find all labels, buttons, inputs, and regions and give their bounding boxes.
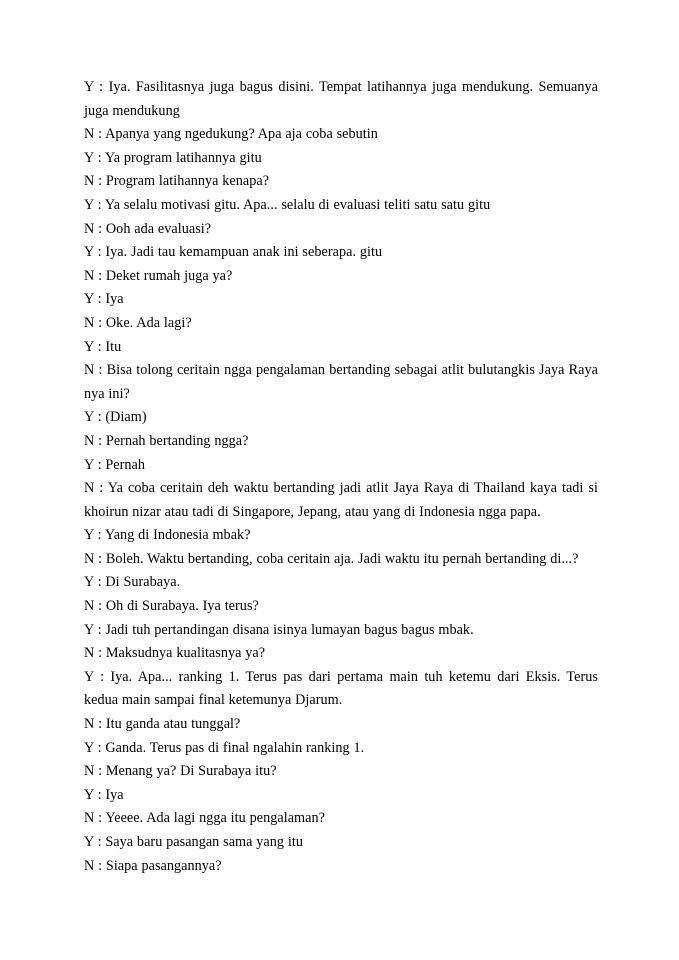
transcript-line: N : Deket rumah juga ya?: [84, 267, 233, 284]
transcript-line: Y : Ya program latihannya gitu: [84, 149, 262, 166]
transcript-line: Y : Iya. Apa... ranking 1. Terus pas dari pertama main tuh ketemu dari Eksis. Terus kedua main sampai final ketemunya Djarum.: [84, 668, 598, 709]
transcript-line: Y : Iya: [84, 291, 124, 308]
transcript-line: N : Boleh. Waktu bertanding, coba ceritain aja. Jadi waktu itu pernah bertanding di...?: [84, 550, 579, 567]
transcript-line: N : Yeeee. Ada lagi ngga itu pengalaman?: [84, 810, 325, 827]
transcript-line: Y : Iya. Fasilitasnya juga bagus disini. Tempat latihannya juga mendukung. Semuanya juga mendukung: [84, 79, 598, 119]
transcript-line: Y : Ganda. Terus pas di final ngalahin ranking 1.: [84, 739, 365, 756]
transcript-line: N : Apanya yang ngedukung? Apa aja coba sebutin: [84, 126, 378, 143]
transcript-line: Y : Ya selalu motivasi gitu. Apa... selalu di evaluasi teliti satu satu gitu: [84, 196, 491, 213]
transcript-line: Y : Itu: [84, 338, 122, 355]
transcript-line: N : Menang ya? Di Surabaya itu?: [84, 763, 277, 780]
transcript-line: Y : Iya: [84, 786, 124, 803]
transcript-line: Y : Saya baru pasangan sama yang itu: [84, 834, 303, 850]
transcript-line: N : Ooh ada evaluasi?: [84, 220, 212, 237]
transcript-line: Y : (Diam): [84, 409, 147, 426]
transcript-line: N : Oke. Ada lagi?: [84, 314, 192, 331]
transcript-line: Y : Di Surabaya.: [84, 574, 181, 591]
transcript-line: N : Maksudnya kualitasnya ya?: [84, 645, 266, 662]
transcript-line: Y : Pernah: [84, 456, 146, 473]
transcript-line: N : Siapa pasangannya?: [84, 857, 222, 874]
transcript-line: N : Oh di Surabaya. Iya terus?: [84, 598, 259, 615]
transcript-line: Y : Yang di Indonesia mbak?: [84, 527, 251, 544]
transcript-line: Y : Jadi tuh pertandingan disana isinya lumayan bagus bagus mbak.: [84, 621, 474, 638]
transcript-body: [84, 76, 598, 878]
transcript-line: N : Pernah bertanding ngga?: [84, 432, 249, 449]
transcript-line: Y : Iya. Jadi tau kemampuan anak ini seberapa. gitu: [84, 244, 383, 261]
transcript-line: N : Program latihannya kenapa?: [84, 173, 270, 190]
transcript-line: N : Bisa tolong ceritain ngga pengalaman bertanding sebagai atlit bulutangkis Jaya Raya nya ini?: [84, 362, 598, 402]
transcript-line: N : Ya coba ceritain deh waktu bertanding jadi atlit Jaya Raya di Thailand kaya tadi si khoirun nizar atau tadi di Singapore, Jepang, atau yang di Indonesia ngga papa.: [84, 480, 598, 520]
transcript-line: N : Itu ganda atau tunggal?: [84, 716, 241, 733]
